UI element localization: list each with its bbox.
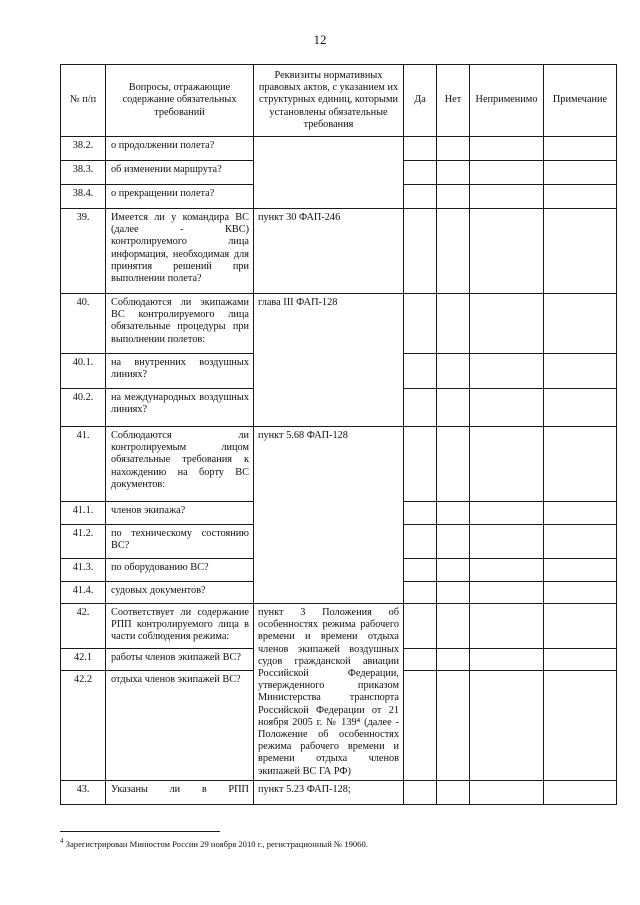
- answer-yes-cell[interactable]: [404, 185, 437, 209]
- answer-na-cell[interactable]: [470, 582, 544, 604]
- row-number: 38.4.: [61, 185, 106, 209]
- row-number: 40.: [61, 294, 106, 354]
- note-cell[interactable]: [544, 604, 617, 649]
- note-cell[interactable]: [544, 502, 617, 525]
- row-question: о прекращении полета?: [106, 185, 254, 209]
- row-requisites: пункт 30 ФАП-246: [254, 209, 404, 294]
- answer-yes-cell[interactable]: [404, 559, 437, 582]
- note-cell[interactable]: [544, 185, 617, 209]
- row-question: Соответствует ли содержание РПП контролируемого лица в части соблюдения режима:: [106, 604, 254, 649]
- note-cell[interactable]: [544, 161, 617, 185]
- answer-yes-cell[interactable]: [404, 649, 437, 671]
- answer-no-cell[interactable]: [437, 185, 470, 209]
- footnote-divider: [60, 831, 220, 832]
- row-requisites: пункт 5.23 ФАП-128;: [254, 781, 404, 805]
- row-question: по техническому состоянию ВС?: [106, 525, 254, 559]
- answer-no-cell[interactable]: [437, 137, 470, 161]
- answer-yes-cell[interactable]: [404, 209, 437, 294]
- answer-na-cell[interactable]: [470, 502, 544, 525]
- note-cell[interactable]: [544, 781, 617, 805]
- row-requisites: пункт 5.68 ФАП-128: [254, 427, 404, 604]
- header-yes: Да: [404, 65, 437, 137]
- row-question: членов экипажа?: [106, 502, 254, 525]
- table-header: [61, 65, 617, 137]
- answer-na-cell[interactable]: [470, 294, 544, 354]
- row-number: 43.: [61, 781, 106, 805]
- table-row: [61, 209, 617, 294]
- row-number: 42.1: [61, 649, 106, 671]
- row-question: на международных воздушных линиях?: [106, 389, 254, 427]
- table-row: [61, 294, 617, 354]
- answer-yes-cell[interactable]: [404, 354, 437, 389]
- note-cell[interactable]: [544, 389, 617, 427]
- row-question: работы членов экипажей ВС?: [106, 649, 254, 671]
- answer-no-cell[interactable]: [437, 781, 470, 805]
- row-number: 39.: [61, 209, 106, 294]
- answer-yes-cell[interactable]: [404, 502, 437, 525]
- table-row: [61, 604, 617, 649]
- answer-na-cell[interactable]: [470, 389, 544, 427]
- answer-no-cell[interactable]: [437, 582, 470, 604]
- page-number: 12: [313, 32, 327, 47]
- row-number: 38.2.: [61, 137, 106, 161]
- answer-na-cell[interactable]: [470, 781, 544, 805]
- answer-na-cell[interactable]: [470, 559, 544, 582]
- row-question: Соблюдаются ли контролируемым лицом обязательные требования к нахождению на борту ВС документов:: [106, 427, 254, 502]
- row-question: на внутренних воздушных линиях?: [106, 354, 254, 389]
- row-requisites: пункт 3 Положения об особенностях режима рабочего времени и времени отдыха членов экипажей воздушных судов гражданской авиации Российской Федерации, утвержденного приказом Министерства транспорта Российской Федерации от 21 ноября 2005 г. № 139⁴ (далее - Положение об особенностях режима рабочего времени и времени отдыха членов экипажей ВС ГА РФ): [254, 604, 404, 781]
- note-cell[interactable]: [544, 671, 617, 781]
- answer-no-cell[interactable]: [437, 604, 470, 649]
- row-number: 41.4.: [61, 582, 106, 604]
- header-note: Примечание: [544, 65, 617, 137]
- table-row: [61, 427, 617, 502]
- row-question: Соблюдаются ли экипажами ВС контролируемого лица обязательные процедуры при выполнении полетов:: [106, 294, 254, 354]
- row-number: 41.3.: [61, 559, 106, 582]
- footnote: [60, 837, 620, 849]
- answer-yes-cell[interactable]: [404, 671, 437, 781]
- answer-na-cell[interactable]: [470, 649, 544, 671]
- answer-yes-cell[interactable]: [404, 427, 437, 502]
- header-no: Нет: [437, 65, 470, 137]
- answer-na-cell[interactable]: [470, 161, 544, 185]
- row-question: об изменении маршрута?: [106, 161, 254, 185]
- answer-no-cell[interactable]: [437, 649, 470, 671]
- row-number: 40.2.: [61, 389, 106, 427]
- note-cell[interactable]: [544, 137, 617, 161]
- answer-no-cell[interactable]: [437, 354, 470, 389]
- checklist-table: [60, 64, 617, 805]
- answer-no-cell[interactable]: [437, 502, 470, 525]
- answer-yes-cell[interactable]: [404, 604, 437, 649]
- answer-no-cell[interactable]: [437, 294, 470, 354]
- row-question: судовых документов?: [106, 582, 254, 604]
- row-number: 38.3.: [61, 161, 106, 185]
- answer-yes-cell[interactable]: [404, 582, 437, 604]
- note-cell[interactable]: [544, 525, 617, 559]
- row-question: о продолжении полета?: [106, 137, 254, 161]
- table-row: [61, 781, 617, 805]
- row-number: 42.: [61, 604, 106, 649]
- answer-na-cell[interactable]: [470, 137, 544, 161]
- row-number: 42.2: [61, 671, 106, 781]
- note-cell[interactable]: [544, 209, 617, 294]
- row-requisites: [254, 137, 404, 209]
- header-num: № п/п: [61, 65, 106, 137]
- answer-no-cell[interactable]: [437, 389, 470, 427]
- row-question: по оборудованию ВС?: [106, 559, 254, 582]
- answer-yes-cell[interactable]: [404, 389, 437, 427]
- answer-no-cell[interactable]: [437, 559, 470, 582]
- answer-yes-cell[interactable]: [404, 525, 437, 559]
- answer-no-cell[interactable]: [437, 161, 470, 185]
- note-cell[interactable]: [544, 559, 617, 582]
- row-number: 41.: [61, 427, 106, 502]
- footnote-mark: 4: [60, 837, 64, 845]
- note-cell[interactable]: [544, 582, 617, 604]
- header-question: Вопросы, отражающие содержание обязательных требований: [106, 65, 254, 137]
- row-question: отдыха членов экипажей ВС?: [106, 671, 254, 781]
- row-number: 41.1.: [61, 502, 106, 525]
- row-question: Указаны ли в РПП: [106, 781, 254, 805]
- answer-na-cell[interactable]: [470, 671, 544, 781]
- note-cell[interactable]: [544, 294, 617, 354]
- answer-yes-cell[interactable]: [404, 781, 437, 805]
- answer-na-cell[interactable]: [470, 209, 544, 294]
- row-number: 41.2.: [61, 525, 106, 559]
- answer-yes-cell[interactable]: [404, 294, 437, 354]
- note-cell[interactable]: [544, 427, 617, 502]
- answer-no-cell[interactable]: [437, 427, 470, 502]
- answer-na-cell[interactable]: [470, 525, 544, 559]
- note-cell[interactable]: [544, 649, 617, 671]
- answer-no-cell[interactable]: [437, 209, 470, 294]
- answer-na-cell[interactable]: [470, 604, 544, 649]
- answer-na-cell[interactable]: [470, 354, 544, 389]
- footnote-text: Зарегистрирован Минюстом России 29 ноября 2010 г., регистрационный № 19060.: [65, 838, 368, 849]
- note-cell[interactable]: [544, 354, 617, 389]
- answer-yes-cell[interactable]: [404, 161, 437, 185]
- row-requisites: глава III ФАП-128: [254, 294, 404, 427]
- header-na: Неприменимо: [470, 65, 544, 137]
- table-row: [61, 137, 617, 161]
- answer-yes-cell[interactable]: [404, 137, 437, 161]
- row-question: Имеется ли у командира ВС (далее - КВС) контролируемого лица информация, необходимая для принятия решений при выполнении полета?: [106, 209, 254, 294]
- row-number: 40.1.: [61, 354, 106, 389]
- answer-na-cell[interactable]: [470, 185, 544, 209]
- answer-no-cell[interactable]: [437, 671, 470, 781]
- answer-no-cell[interactable]: [437, 525, 470, 559]
- answer-na-cell[interactable]: [470, 427, 544, 502]
- header-requisites: Реквизиты нормативных правовых актов, с указанием их структурных единиц, которыми установлены обязательные требования: [254, 65, 404, 137]
